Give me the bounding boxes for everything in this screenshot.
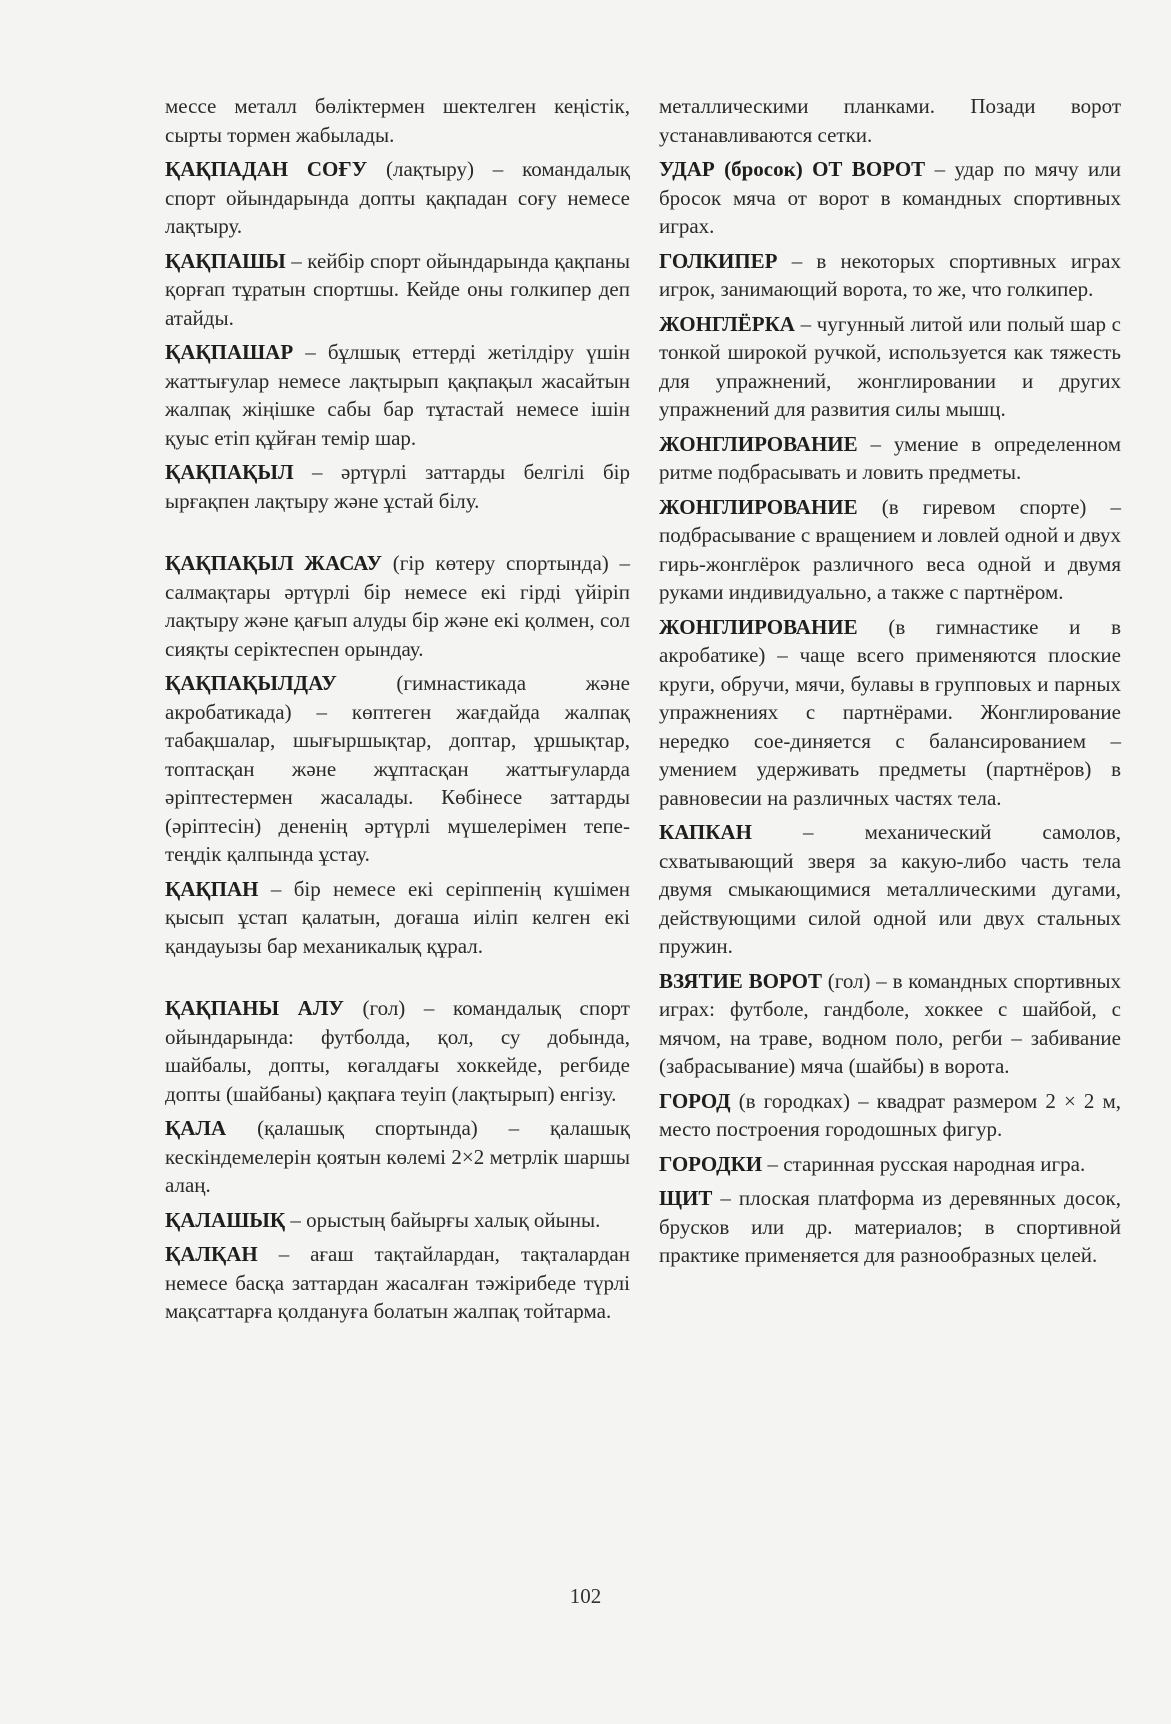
entry-definition: (гимнастикада және акробатикада) – көптеген жағдайда жалпақ табақшалар, шығыршықтар, доптар, ұршықтар, топтасқан және жұптасқан жаттығуларда әріптестермен жасалады. Көбінесе заттарды (әріптесін) дененің әртүрлі мүшелерімен тепе-теңдік қалпында ұстау.	[165, 671, 630, 866]
entry-definition: (в гиревом спорте) – подбрасывание с вращением и ловлей одной и двух гирь-жонглёрок различного веса одной и двумя руками индивидуально, а также с партнёром.	[659, 494, 1121, 604]
entry-right-3	[659, 310, 1121, 424]
entry-headword: ГОЛКИПЕР	[659, 248, 778, 273]
entry-headword: КАПКАН	[659, 820, 752, 844]
entry-right-9	[659, 1087, 1121, 1144]
entry-right-2	[659, 247, 1121, 304]
entry-definition: (гол) – командалық спорт ойындарында: футболда, қол, су добында, шайбалы, допты, көгалдағы хоккейде, регбиде допты (шайбаны) қақпаға теуіп (лақтырып) енгізу.	[165, 996, 630, 1106]
entry-headword: ҚАЛАШЫҚ	[165, 1207, 286, 1232]
entry-headword: ҚАҚПАҚЫЛ	[165, 460, 294, 484]
entry-left-8	[165, 994, 630, 1108]
entry-left-11	[165, 1240, 630, 1326]
entry-left-3	[165, 338, 630, 452]
entry-headword: ҚАҚПАДАН СОҒУ	[165, 157, 368, 181]
entry-left-9	[165, 1114, 630, 1200]
entry-definition: – механический самолов, схватывающий зверя за какую-либо часть тела двумя смыкающимися металлическими дугами, действующими силой одной или двух стальных пружин.	[659, 820, 1121, 958]
entry-definition: – старинная русская народная игра.	[762, 1151, 1086, 1176]
entry-right-1	[659, 155, 1121, 241]
entry-headword: ҚАҚПАНЫ АЛУ	[165, 996, 344, 1020]
page-number: 102	[569, 1584, 602, 1608]
entry-definition: (гол) – в командных спортивных играх: футболе, гандболе, хоккее с шайбой, с мячом, на траве, водном поло, регби – забивание (забрасывание) мяча (шайбы) в ворота.	[659, 968, 1121, 1078]
entry-headword: ЖОНГЛИРОВАНИЕ	[659, 494, 858, 519]
entry-left-5	[165, 549, 630, 663]
entry-left-2	[165, 247, 630, 333]
entry-right-8	[659, 967, 1121, 1081]
entry-right-5	[659, 493, 1121, 607]
entry-definition: – чугунный литой или полый шар с тонкой широкой ручкой, используется как тяжесть для упражнений, жонглировании и других упражнений для развития силы мышц.	[659, 311, 1121, 421]
entry-definition: (в городках) – квадрат размером 2 × 2 м, место построения городошных фигур.	[659, 1088, 1121, 1141]
entry-headword: ЖОНГЛИРОВАНИЕ	[659, 431, 858, 456]
entry-left-1	[165, 155, 630, 241]
entry-headword: ГОРОДКИ	[659, 1151, 763, 1176]
entry-definition: – в некоторых спортивных играх игрок, занимающий ворота, то же, что голкипер.	[659, 248, 1121, 301]
entry-headword: ҚАҚПАҚЫЛДАУ	[165, 671, 337, 695]
entry-headword: ВЗЯТИЕ ВОРОТ	[659, 968, 822, 993]
entry-headword: ЖОНГЛЁРКА	[659, 311, 795, 336]
entry-definition: – ағаш тақтайлардан, тақталардан немесе басқа заттардан жасалған тәжірибеде түрлі мақсаттарға қолдануға болатын жалпақ тойтарма.	[165, 1242, 630, 1323]
entry-right-0	[659, 92, 1121, 149]
entry-headword: ҚАЛҚАН	[165, 1242, 258, 1266]
entry-definition: – удар по мячу или бросок мяча от ворот в командных спортивных играх.	[659, 157, 1122, 238]
entry-definition: – умение в определенном ритме подбрасывать и ловить предметы.	[659, 431, 1121, 484]
entry-headword: ҚАЛА	[165, 1116, 227, 1140]
entry-left-7	[165, 875, 630, 961]
entry-headword: ЖОНГЛИРОВАНИЕ	[659, 614, 858, 639]
entry-left-4	[165, 458, 630, 515]
entry-right-11	[659, 1184, 1121, 1270]
entry-definition: – орыстың байырғы халық ойыны.	[285, 1207, 601, 1232]
entry-definition: (қалашық спортында) – қалашық кескіндемелерін қоятын көлемі 2×2 метрлік шаршы алаң.	[165, 1116, 630, 1197]
entry-headword: ҚАҚПАШАР	[165, 340, 294, 364]
entry-left-0	[165, 92, 630, 149]
entry-definition: – кейбір спорт ойындарында қақпаны қорғап тұратын спортшы. Кейде оны голкипер деп атайды.	[165, 248, 630, 330]
entry-right-4	[659, 430, 1121, 487]
entry-definition: – бір немесе екі серіппенің күшімен қысып ұстап қалатын, доғаша иіліп келген екі қандауызы бар механикалық құрал.	[165, 876, 630, 958]
entry-left-10	[165, 1206, 630, 1235]
right-column	[659, 92, 1121, 1276]
entry-definition: металлическими планками. Позади ворот устанавливаются сетки.	[659, 94, 1121, 147]
entry-definition: – плоская платформа из деревянных досок, брусков или др. материалов; в спортивной практике применяется для разнообразных целей.	[659, 1186, 1121, 1267]
entry-headword: ЩИТ	[659, 1186, 713, 1210]
entry-headword: ҚАҚПАШЫ	[165, 248, 286, 273]
entry-right-6	[659, 613, 1121, 813]
left-column	[165, 92, 630, 1332]
entry-headword: ҚАҚПАН	[165, 876, 259, 901]
entry-definition: – бұлшық еттерді жетілдіру үшін жаттығулар немесе лақтырып қақпақыл жасайтын жалпақ жіңішке сабы бар тұтастай немесе ішін қуыс етіп құйған темір шар.	[165, 340, 630, 450]
entry-headword: ГОРОД	[659, 1088, 731, 1113]
entry-definition: (гір көтеру спортында) – салмақтары әртүрлі бір немесе екі гірді үйіріп лақтыру және қағып алуды бір және екі қолмен, сол сияқты серіктеспен орындау.	[165, 551, 630, 661]
entry-definition: (лақтыру) – командалық спорт ойындарында допты қақпадан соғу немесе лақтыру.	[165, 157, 631, 238]
entry-right-7	[659, 818, 1121, 961]
entry-left-6	[165, 669, 630, 869]
entry-headword: ҚАҚПАҚЫЛ ЖАСАУ	[165, 551, 383, 575]
entry-right-10	[659, 1150, 1121, 1179]
entry-definition: – әртүрлі заттарды белгілі бір ырғақпен лақтыру және ұстай білу.	[165, 460, 630, 513]
entry-definition: мессе металл бөліктермен шектелген кеңістік, сырты тормен жабылады.	[165, 94, 630, 147]
entry-headword: УДАР (бросок) ОТ ВОРОТ	[659, 157, 926, 181]
entry-definition: (в гимнастике и в акробатике) – чаще всего применяются плоские круги, обручи, мячи, булавы в групповых и парных упражнениях с партнёрами. Жонглирование нередко сое-диняется с балансированием – умением удерживать предметы (партнёров) в равновесии на различных частях тела.	[659, 614, 1121, 810]
